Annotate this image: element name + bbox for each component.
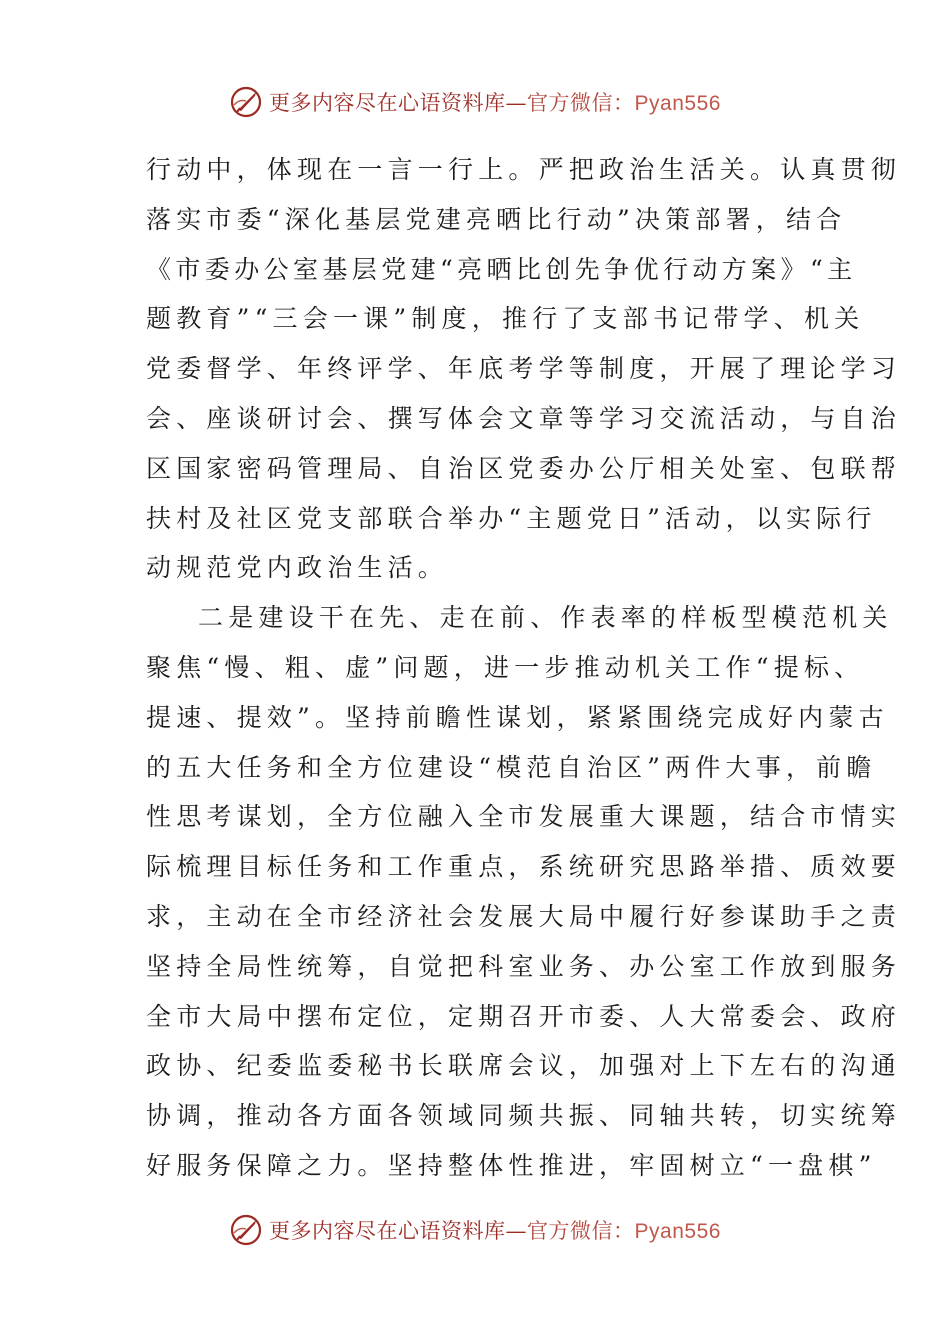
text-line: 落实市委“深化基层党建亮晒比行动”决策部署，结合: [146, 204, 847, 234]
text-line: 全市大局中摆布定位，定期召开市委、人大常委会、政府: [146, 1001, 902, 1031]
text-line: 题教育”“三会一课”制度，推行了支部书记带学、机关: [146, 304, 865, 334]
header-wechat-label: 官方微信：: [527, 91, 635, 115]
text-line: 聚焦“慢、粗、虚”问题，进一步推动机关工作“提标、: [146, 652, 865, 682]
text-line: 坚持全局性统筹，自觉把科室业务、办公室工作放到服务: [146, 951, 902, 981]
footer-separator: —: [505, 1219, 528, 1243]
footer-banner: [0, 1210, 950, 1250]
text-line: 会、座谈研讨会、撰写体会文章等学习交流活动，与自治: [146, 403, 902, 433]
paragraph-first-line: 二是建设干在先、走在前、作表率的样板型模范机关: [198, 603, 893, 633]
quill-logo-icon: [229, 85, 263, 119]
footer-wechat-id: Pyan556: [634, 1220, 721, 1243]
text-line: 提速、提效”。坚持前瞻性谋划，紧紧围绕完成好内蒙古: [146, 702, 889, 732]
header-wechat-id: Pyan556: [634, 92, 721, 115]
header-separator: —: [505, 91, 528, 115]
text-line: 际梳理目标任务和工作重点，系统研究思路举措、质效要: [146, 852, 902, 882]
text-line: 求，主动在全市经济社会发展大局中履行好参谋助手之责: [146, 901, 902, 931]
text-line: 《市委办公室基层党建“亮晒比创先争优行动方案》“主: [146, 254, 857, 284]
text-line: 好服务保障之力。坚持整体性推进，牢固树立“一盘棋”: [146, 1150, 877, 1180]
header-banner: [0, 82, 950, 122]
text-line: 协调，推动各方面各领域同频共振、同轴共转，切实统筹: [146, 1101, 902, 1131]
text-line: 扶村及社区党支部联合举办“主题党日”活动，以实际行: [146, 503, 877, 533]
text-line: 区国家密码管理局、自治区党委办公厅相关处室、包联帮: [146, 453, 902, 483]
header-banner-text: [269, 87, 721, 117]
text-line: 行动中，体现在一言一行上。严把政治生活关。认真贯彻: [146, 155, 902, 184]
footer-prefix: 更多内容尽在心语资料库: [269, 1219, 506, 1243]
text-line: 动规范党内政治生活。: [146, 553, 449, 583]
footer-wechat-label: 官方微信：: [527, 1219, 635, 1243]
footer-banner-text: [269, 1215, 721, 1245]
text-line: 的五大任务和全方位建设“模范自治区”两件大事，前瞻: [146, 752, 877, 782]
text-line: 政协、纪委监委秘书长联席会议，加强对上下左右的沟通: [146, 1051, 902, 1081]
document-body: [146, 145, 902, 1191]
quill-logo-icon: [229, 1213, 263, 1247]
text-line: 党委督学、年终评学、年底考学等制度，开展了理论学习: [146, 354, 902, 384]
text-line: 性思考谋划，全方位融入全市发展重大课题，结合市情实: [146, 802, 902, 832]
header-prefix: 更多内容尽在心语资料库: [269, 91, 506, 115]
